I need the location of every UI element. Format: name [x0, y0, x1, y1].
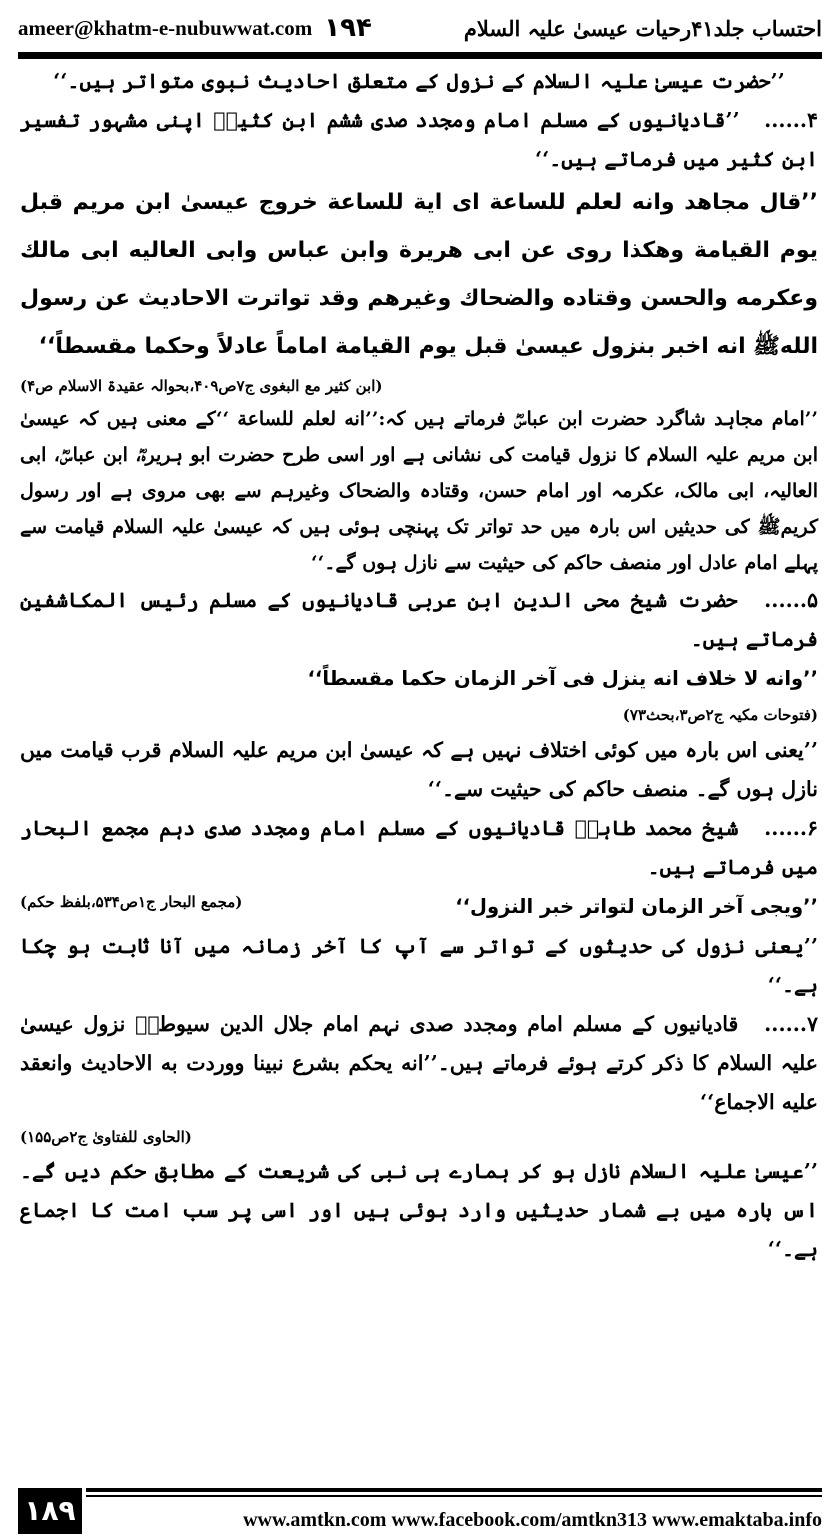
paragraph-2-text: ’’قادیانیوں کے مسلم امام ومجدد صدی ششم ابن کثیرؒ اپنی مشہور تفسیر ابن کثیر میں فرماتے ہیں۔‘‘: [20, 108, 818, 171]
paragraph-6: [20, 809, 818, 887]
header-book-title: احتساب جلد۴۱رحیات عیسیٰ علیہ السلام: [463, 15, 822, 41]
arabic-quote-2: ’’وانه لا خلاف انه ينزل فى آخر الزمان حكما مقسطاً‘‘: [307, 667, 818, 690]
paragraph-5: [20, 581, 818, 659]
footer-rule-thick: [86, 1488, 822, 1492]
item-number-5: ۵......: [764, 588, 819, 612]
footer-page-number: ۱۸۹: [18, 1488, 82, 1534]
header-left: [18, 13, 372, 43]
paragraph-2: [20, 101, 818, 179]
paragraph-7: [20, 1005, 818, 1122]
paragraph-translation-3: ’’یعنی نزول کی حدیثوں کے تواتر سے آپ کا آخر زمانہ میں آنا ثابت ہو چکا ہے۔‘‘: [20, 934, 818, 997]
paragraph-translation-1: ’’امام مجاہد شاگرد حضرت ابن عباسؓ فرماتے ہیں کہ:’’انه لعلم للساعة ‘‘کے معنی ہیں کہ عیسیٰ ابن مریم علیہ السلام کا نزول قیامت کی نشانی ہے اور اسی طرح حضرت ابو ہریرہؓ، ابن عباسؓ، ابی العالیہ، ابی مالک، عکرمہ اور امام حسن، وقتادہ والضحاک وغیرہم سے بھی مروی ہے اور رسول کریمﷺ کی حدیثیں اس بارہ میں حد تواتر تک پہنچی ہوئی ہیں کہ عیسیٰ علیہ السلام قیامت سے پہلے امام عادل اور منصف حاکم کی حیثیت سے نازل ہوں گے۔‘‘: [20, 408, 818, 574]
arabic-quote-block-3: [20, 887, 818, 927]
item-number-4: ۴......: [764, 108, 818, 132]
paragraph-5-text: حضرت شیخ محی الدین ابن عربی قادیانیوں کے مسلم رئیس المکاشفین فرماتے ہیں۔: [20, 588, 818, 651]
page-header: [18, 6, 822, 50]
page-body: [20, 62, 818, 1269]
paragraph-7-block: [20, 1005, 818, 1152]
arabic-quote-3: ’’ويجى آخر الزمان لتواتر خبر النزول‘‘: [455, 895, 818, 918]
reference-2: (فتوحات مکیہ ج۲ص۳،بحث۷۳): [622, 706, 818, 724]
paragraph-6-text: شیخ محمد طاہرؒ قادیانیوں کے مسلم امام ومجدد صدی دہم مجمع البحار میں فرماتے ہیں۔: [20, 816, 818, 879]
header-rule: [18, 52, 822, 59]
paragraph-translation-4: ’’عیسیٰ علیہ السلام نازل ہو کر ہمارے ہی نبی کی شریعت کے مطابق حکم دیں گے۔ اس بارہ میں بے شمار حدیثیں وارد ہوئی ہیں اور اسی پر سب امت کا اجماع ہے۔‘‘: [20, 1159, 818, 1261]
paragraph-1: ’’حضرت عیسیٰ علیہ السلام کے نزول کے متعلق احادیث نبوی متواتر ہیں۔‘‘: [53, 69, 785, 93]
header-page-number: ۱۹۴: [324, 13, 372, 43]
reference-3: (مجمع البحار ج۱ص۵۳۴،بلفظ حکم): [20, 893, 243, 911]
footer-rule-thin: [86, 1495, 822, 1497]
paragraph-7-text: قادیانیوں کے مسلم امام ومجدد صدی نہم امام جلال الدین سیوطیؒ نزول عیسیٰ علیہ السلام کا ذکر کرتے ہوئے فرماتے ہیں۔’’انه يحكم بشرع نبينا ووردت به الاحاديث وانعقد عليه الاجماع‘‘: [20, 1012, 818, 1114]
paragraph-translation-2: ’’یعنی اس بارہ میں کوئی اختلاف نہیں ہے کہ عیسیٰ ابن مریم علیہ السلام قرب قیامت میں نازل ہوں گے۔ منصف حاکم کی حیثیت سے۔‘‘: [20, 738, 818, 801]
reference-1: (ابن کثیر مع البغوی ج۷ص۴۰۹،بحوالہ عقیدۃ الاسلام ص۴): [20, 377, 383, 395]
arabic-quote-1: ’’قال مجاهد وانه لعلم للساعة اى اية للساعة خروج عيسىٰ ابن مريم قبل يوم القيامة وهكذا روى عن ابى هريرة وابن عباس وابى العاليه ابى مالك وعكرمه والحسن وقتاده والضحاك وغيرهم وقد تواترت الاحاديث عن رسول اللهﷺ انه اخبر بنزول عيسىٰ قبل يوم القيامة اماماً عادلاً وحكما مقسطاً‘‘: [20, 190, 818, 359]
item-number-6: ۶......: [764, 816, 819, 840]
reference-4: (الحاوی للفتاویٰ ج۲ص۱۵۵): [20, 1128, 192, 1146]
item-number-7: ۷......: [764, 1012, 819, 1036]
header-email[interactable]: ameer@khatm-e-nubuwwat.com: [18, 15, 313, 40]
footer-links[interactable]: www.amtkn.com www.facebook.com/amtkn313 www.emaktaba.info: [243, 1509, 822, 1531]
page-footer: [18, 1484, 822, 1534]
arabic-quote-block: [20, 179, 818, 401]
